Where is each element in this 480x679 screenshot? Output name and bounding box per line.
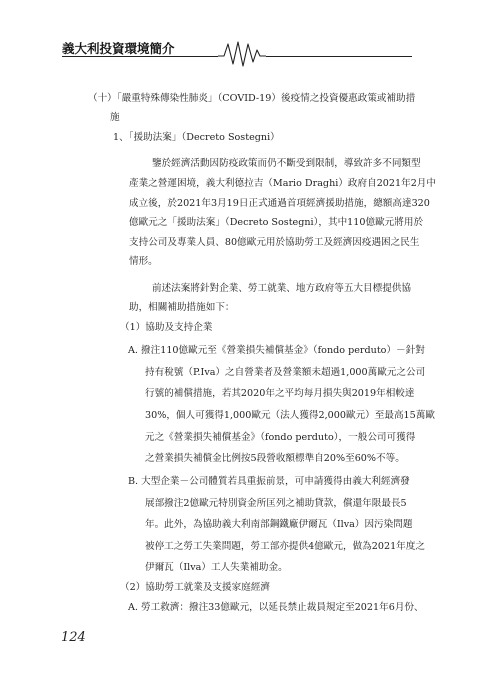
list-heading-2: （2）協助勞工就業及支援家庭經濟 (120, 582, 271, 593)
header-title: 義大利投資環境簡介 (62, 41, 175, 56)
paragraph-line: 億歐元之「援助法案」（Decreto Sostegni），其中110億歐元將用於 (129, 217, 424, 228)
list-item-a-line: 元之《營業損失補償基金》（fondo perduto），一般公司可獲得 (145, 432, 416, 443)
list-item-a-line: A. 撥注110億歐元至《營業損失補償基金》（fondo perduto）－針對 (128, 345, 425, 356)
section-heading-line-1: （十）「嚴重特殊傳染性肺炎」（COVID-19）後疫情之投資優惠政策或補助措 (88, 93, 416, 104)
paragraph-line: 助，相關補助措施如下： (129, 302, 235, 313)
subsection-heading: 1、「援助法案」（Decreto Sostegni） (113, 132, 280, 143)
paragraph-line: 產業之營運困境，義大利德拉吉（Mario Draghi）政府自2021年2月中 (129, 178, 436, 189)
header-decorative-rule (0, 0, 480, 70)
list-item-b-line: 伊爾瓦（Ilva）工人失業補助金。 (145, 562, 288, 573)
list-item-b-line: 展部撥注2億歐元特別資金所匡列之補助貸款，償還年限最長5 (145, 498, 407, 509)
list-item-a-line: 之營業損失補償金比例按5段營收額標準自20%至60%不等。 (145, 453, 405, 464)
list-item-b-line: 被停工之勞工失業問題，勞工部亦提供4億歐元，做為2021年度之 (145, 541, 425, 552)
section-heading-line-2: 施 (110, 112, 120, 123)
list-item-b-line: B. 大型企業－公司體質若具重振前景，可申請獲得由義大利經濟發 (128, 476, 410, 487)
paragraph-line: 支持公司及專業人員、80億歐元用於協助勞工及經濟因疫遇困之民生 (129, 237, 420, 248)
list-item-a-line: 行號的補償措施，若其2020年之平均每月損失與2019年相較達 (145, 388, 415, 399)
list-item-a-line: A. 勞工救濟：撥注33億歐元，以延長禁止裁員規定至2021年6月份、 (128, 602, 424, 613)
list-heading-1: （1）協助及支持企業 (120, 322, 213, 333)
paragraph-line: 情形。 (129, 256, 158, 267)
list-item-a-line: 30%，個人可獲得1,000歐元（法人獲得2,000歐元）至最高15萬歐 (145, 410, 435, 421)
paragraph-line: 成立後，於2021年3月19日正式通過首項經濟援助措施，總額高達320 (129, 198, 430, 209)
page-number: 124 (61, 630, 86, 645)
paragraph-line: 前述法案將針對企業、勞工就業、地方政府等五大目標提供協 (152, 283, 412, 294)
list-item-a-line: 持有稅號（P.Iva）之自營業者及營業額未超過1,000萬歐元之公司 (145, 367, 426, 378)
list-item-b-line: 年。此外，為協助義大利南部鋼鐵廠伊爾瓦（Ilva）因污染問題 (145, 519, 413, 530)
paragraph-line: 鑒於經濟活動因防疫政策而仍不斷受到限制，導致許多不同類型 (152, 158, 421, 169)
